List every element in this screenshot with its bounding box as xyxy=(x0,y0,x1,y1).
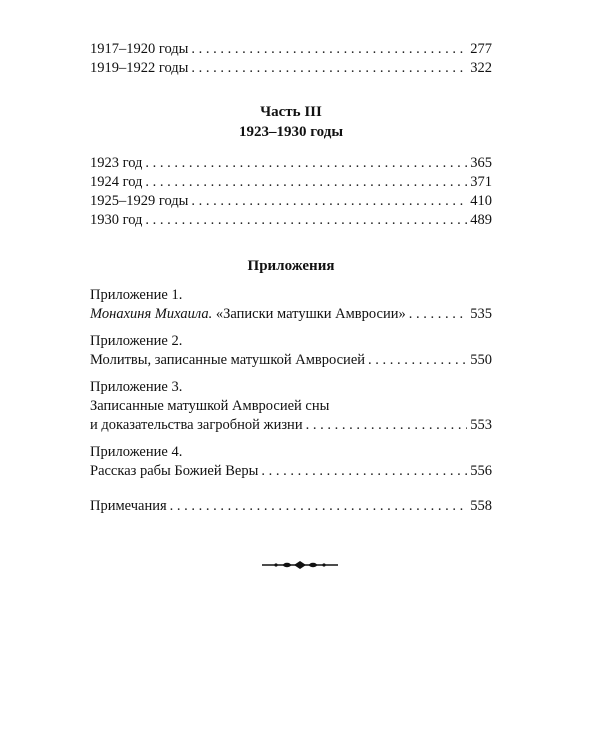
appendix-label: Приложение 1. xyxy=(90,287,183,303)
toc-entry-page: 556 xyxy=(470,463,492,479)
dot-leader xyxy=(261,462,467,481)
toc-entry-page: 322 xyxy=(470,60,492,76)
toc-entry-title: 1925–1929 годы xyxy=(90,193,189,209)
dot-leader xyxy=(191,40,467,59)
dot-leader xyxy=(170,497,468,516)
decorative-rule-ornament-icon xyxy=(0,558,600,576)
appendix-3-title-line: Записанные матушкой Амвросией сны xyxy=(90,398,330,414)
appendix-4-entry xyxy=(90,462,492,481)
toc-entry-title: Примечания xyxy=(90,498,167,514)
toc-entry-page: 558 xyxy=(470,498,492,514)
table-of-contents xyxy=(90,40,492,516)
toc-entry-notes[interactable] xyxy=(90,497,492,516)
toc-entry-title: Молитвы, записанные матушкой Амвросией xyxy=(90,352,366,368)
toc-entry-1930[interactable] xyxy=(90,211,492,230)
appendix-3[interactable] xyxy=(90,378,492,435)
appendix-1-author: Монахиня Михаила. xyxy=(90,306,213,322)
toc-entry-1917-1920[interactable] xyxy=(90,40,492,59)
dot-leader xyxy=(145,154,467,173)
toc-entry-1923[interactable] xyxy=(90,154,492,173)
appendix-1[interactable] xyxy=(90,286,492,324)
appendix-label: Приложение 3. xyxy=(90,379,183,395)
toc-entry-title xyxy=(90,305,406,324)
toc-entry-page: 535 xyxy=(470,306,492,322)
toc-entry-title: 1924 год xyxy=(90,174,143,190)
toc-entry-page: 277 xyxy=(470,41,492,57)
toc-entry-title: 1917–1920 годы xyxy=(90,41,189,57)
toc-entry-title: 1923 год xyxy=(90,155,143,171)
toc-entry-page: 553 xyxy=(470,417,492,433)
appendix-1-title: «Записки матушки Амвросии» xyxy=(212,306,406,322)
toc-entry-page: 371 xyxy=(470,174,492,190)
dot-leader xyxy=(306,416,468,435)
appendix-2[interactable] xyxy=(90,332,492,370)
appendices-heading: Приложения xyxy=(247,258,335,274)
dot-leader xyxy=(409,305,468,324)
part-3-subheading: 1923–1930 годы xyxy=(238,124,344,140)
dot-leader xyxy=(368,351,467,370)
dot-leader xyxy=(145,211,467,230)
toc-entry-1925-1929[interactable] xyxy=(90,192,492,211)
appendix-2-entry xyxy=(90,351,492,370)
toc-entry-title: 1930 год xyxy=(90,212,143,228)
part-3-heading: Часть III xyxy=(260,104,322,120)
toc-entry-page: 550 xyxy=(470,352,492,368)
toc-entry-title: 1919–1922 годы xyxy=(90,60,189,76)
appendix-label: Приложение 2. xyxy=(90,333,183,349)
toc-entry-page: 410 xyxy=(470,193,492,209)
toc-entry-page: 365 xyxy=(470,155,492,171)
dot-leader xyxy=(191,59,467,78)
toc-entry-title: Рассказ рабы Божией Веры xyxy=(90,463,259,479)
toc-entry-title: и доказательства загробной жизни xyxy=(90,417,303,433)
dot-leader xyxy=(145,173,467,192)
dot-leader xyxy=(191,192,467,211)
appendix-1-entry xyxy=(90,305,492,324)
toc-entry-1919-1922[interactable] xyxy=(90,59,492,78)
toc-entry-1924[interactable] xyxy=(90,173,492,192)
ornament-svg xyxy=(260,559,340,571)
toc-entry-page: 489 xyxy=(470,212,492,228)
appendix-label: Приложение 4. xyxy=(90,444,183,460)
appendix-4[interactable] xyxy=(90,443,492,481)
appendix-3-entry xyxy=(90,416,492,435)
